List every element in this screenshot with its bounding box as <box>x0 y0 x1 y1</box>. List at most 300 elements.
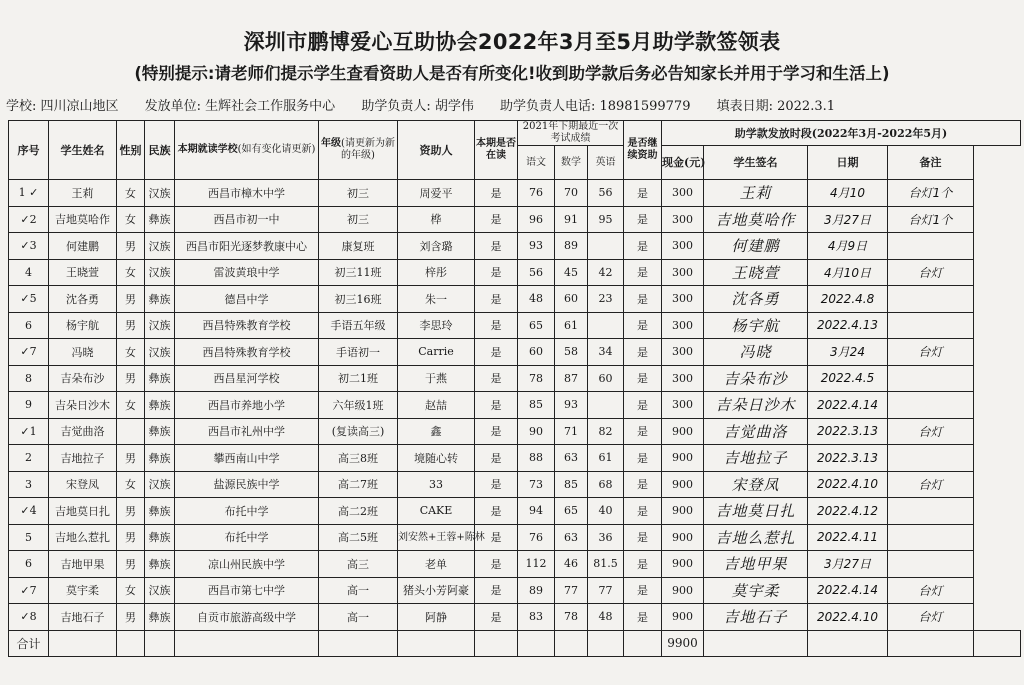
row-gender: 男 <box>117 604 145 631</box>
total-cash: 9900 <box>662 630 704 656</box>
row-student-name: 吉觉曲洛 <box>49 418 117 445</box>
row-school: 盐源民族中学 <box>175 471 319 498</box>
row-student-name: 何建鹏 <box>49 233 117 260</box>
row-ethnic: 彝族 <box>145 498 175 525</box>
row-seq: ✓4 <box>9 498 49 525</box>
row-remark: 台灯 <box>888 471 974 498</box>
row-date: 4月9日 <box>808 233 888 260</box>
row-enrolled: 是 <box>475 551 518 578</box>
row-remark: 台灯 <box>888 259 974 286</box>
row-continue: 是 <box>624 471 662 498</box>
row-sponsor: CAKE <box>398 498 475 525</box>
row-score-math: 71 <box>555 418 588 445</box>
col-date: 日期 <box>808 146 888 180</box>
row-enrolled: 是 <box>475 524 518 551</box>
row-ethnic: 彝族 <box>145 445 175 472</box>
row-score-math: 85 <box>555 471 588 498</box>
row-date: 2022.4.5 <box>808 365 888 392</box>
row-score-english: 95 <box>588 206 624 233</box>
row-cash: 300 <box>662 339 704 366</box>
row-grade: 六年级1班 <box>319 392 398 419</box>
row-ethnic: 彝族 <box>145 286 175 313</box>
row-signature: 吉地么惹扎 <box>704 524 808 551</box>
row-sponsor: 周爱平 <box>398 180 475 207</box>
row-sponsor: Carrie <box>398 339 475 366</box>
row-score-chinese: 48 <box>518 286 555 313</box>
row-remark <box>888 524 974 551</box>
row-continue: 是 <box>624 418 662 445</box>
row-signature: 吉地石子 <box>704 604 808 631</box>
row-date: 4月10日 <box>808 259 888 286</box>
row-remark: 台灯 <box>888 604 974 631</box>
table-row <box>9 604 1021 631</box>
row-cash: 900 <box>662 524 704 551</box>
row-signature: 吉朵布沙 <box>704 365 808 392</box>
row-sponsor: 于燕 <box>398 365 475 392</box>
table-row <box>9 180 1021 207</box>
row-cash: 300 <box>662 180 704 207</box>
col-english: 英语 <box>588 146 624 180</box>
row-signature: 莫宇柔 <box>704 577 808 604</box>
row-seq: 8 <box>9 365 49 392</box>
table-row <box>9 392 1021 419</box>
row-grade: 高二5班 <box>319 524 398 551</box>
row-continue: 是 <box>624 180 662 207</box>
row-remark <box>888 551 974 578</box>
table-row <box>9 233 1021 260</box>
row-cash: 300 <box>662 286 704 313</box>
row-grade: 高三8班 <box>319 445 398 472</box>
row-score-chinese: 76 <box>518 180 555 207</box>
col-name: 学生姓名 <box>49 121 117 180</box>
row-score-english: 61 <box>588 445 624 472</box>
col-continue: 是否继续资助 <box>624 121 662 180</box>
row-cash: 900 <box>662 471 704 498</box>
row-continue: 是 <box>624 206 662 233</box>
row-date: 4月10 <box>808 180 888 207</box>
fill-date: 填表日期: 2022.3.1 <box>716 99 836 114</box>
row-grade: 初三 <box>319 206 398 233</box>
row-enrolled: 是 <box>475 445 518 472</box>
row-student-name: 莫宇柔 <box>49 577 117 604</box>
row-ethnic: 彝族 <box>145 392 175 419</box>
row-enrolled: 是 <box>475 339 518 366</box>
row-score-math: 78 <box>555 604 588 631</box>
row-continue: 是 <box>624 365 662 392</box>
row-score-chinese: 112 <box>518 551 555 578</box>
row-grade: 初三 <box>319 180 398 207</box>
row-continue: 是 <box>624 498 662 525</box>
row-score-english: 56 <box>588 180 624 207</box>
row-enrolled: 是 <box>475 392 518 419</box>
row-score-english: 42 <box>588 259 624 286</box>
row-student-name: 吉地莫日扎 <box>49 498 117 525</box>
row-seq: 2 <box>9 445 49 472</box>
row-score-english: 48 <box>588 604 624 631</box>
row-seq: 9 <box>9 392 49 419</box>
row-seq: ✓7 <box>9 577 49 604</box>
row-date: 3月24 <box>808 339 888 366</box>
row-sponsor: 鑫 <box>398 418 475 445</box>
row-enrolled: 是 <box>475 604 518 631</box>
row-enrolled: 是 <box>475 418 518 445</box>
row-score-chinese: 85 <box>518 392 555 419</box>
row-gender: 女 <box>117 259 145 286</box>
row-date: 2022.4.8 <box>808 286 888 313</box>
row-sponsor: 刘含璐 <box>398 233 475 260</box>
table-row <box>9 498 1021 525</box>
row-cash: 900 <box>662 418 704 445</box>
issuing-unit: 发放单位: 生辉社会工作服务中心 <box>144 99 336 114</box>
row-remark: 台灯1个 <box>888 206 974 233</box>
table-row <box>9 312 1021 339</box>
row-student-name: 杨宇航 <box>49 312 117 339</box>
row-gender: 男 <box>117 524 145 551</box>
row-seq: 6 <box>9 551 49 578</box>
row-cash: 300 <box>662 365 704 392</box>
row-student-name: 宋登凤 <box>49 471 117 498</box>
row-ethnic: 汉族 <box>145 312 175 339</box>
table-row <box>9 339 1021 366</box>
row-seq: ✓3 <box>9 233 49 260</box>
row-enrolled: 是 <box>475 286 518 313</box>
row-ethnic: 彝族 <box>145 524 175 551</box>
row-student-name: 吉地甲果 <box>49 551 117 578</box>
col-disburse-group: 助学款发放时段(2022年3月-2022年5月) <box>662 121 1021 146</box>
col-enrolled: 本期是否在读 <box>475 121 518 180</box>
row-date: 2022.4.11 <box>808 524 888 551</box>
row-remark: 台灯 <box>888 577 974 604</box>
row-school: 布托中学 <box>175 498 319 525</box>
row-cash: 300 <box>662 206 704 233</box>
row-date: 2022.3.13 <box>808 418 888 445</box>
row-continue: 是 <box>624 524 662 551</box>
responsible-phone: 助学负责人电话: 18981599779 <box>499 99 691 114</box>
row-enrolled: 是 <box>475 180 518 207</box>
col-remark: 备注 <box>888 146 974 180</box>
row-cash: 900 <box>662 577 704 604</box>
row-signature: 冯晓 <box>704 339 808 366</box>
row-score-chinese: 76 <box>518 524 555 551</box>
row-remark <box>888 365 974 392</box>
row-seq: 1 ✓ <box>9 180 49 207</box>
row-remark: 台灯1个 <box>888 180 974 207</box>
row-grade: 手语五年级 <box>319 312 398 339</box>
row-cash: 900 <box>662 498 704 525</box>
row-ethnic: 彝族 <box>145 551 175 578</box>
row-gender: 女 <box>117 471 145 498</box>
row-score-chinese: 88 <box>518 445 555 472</box>
row-enrolled: 是 <box>475 206 518 233</box>
row-score-chinese: 96 <box>518 206 555 233</box>
row-student-name: 吉地拉子 <box>49 445 117 472</box>
responsible-person: 助学负责人: 胡学伟 <box>361 99 474 114</box>
row-remark <box>888 233 974 260</box>
special-notice: (特别提示:请老师们提示学生查看资助人是否有所变化!收到助学款后务必告知家长并用于学习和生活上) <box>134 64 890 83</box>
col-cash: 现金(元) <box>662 146 704 180</box>
row-seq: 5 <box>9 524 49 551</box>
col-ethnic: 民族 <box>145 121 175 180</box>
row-signature: 吉地拉子 <box>704 445 808 472</box>
col-grade: 年级(请更新为新的年级) <box>319 121 398 180</box>
row-score-english: 36 <box>588 524 624 551</box>
row-score-math: 87 <box>555 365 588 392</box>
col-exam-group: 2021年下期最近一次考试成绩 <box>518 121 624 146</box>
table-row <box>9 206 1021 233</box>
row-enrolled: 是 <box>475 577 518 604</box>
row-score-english: 82 <box>588 418 624 445</box>
row-score-chinese: 73 <box>518 471 555 498</box>
row-school: 西昌市第七中学 <box>175 577 319 604</box>
row-ethnic: 汉族 <box>145 339 175 366</box>
row-sponsor: 猪头小芳阿豪 <box>398 577 475 604</box>
row-date: 2022.4.13 <box>808 312 888 339</box>
row-score-chinese: 78 <box>518 365 555 392</box>
row-sponsor: 境随心转 <box>398 445 475 472</box>
row-date: 2022.4.14 <box>808 392 888 419</box>
row-date: 2022.4.14 <box>808 577 888 604</box>
row-remark: 台灯 <box>888 339 974 366</box>
col-sponsor: 资助人 <box>398 121 475 180</box>
table-body <box>9 180 1021 631</box>
row-student-name: 吉地莫哈作 <box>49 206 117 233</box>
row-date: 2022.4.12 <box>808 498 888 525</box>
row-date: 3月27日 <box>808 206 888 233</box>
row-student-name: 吉朵布沙 <box>49 365 117 392</box>
row-student-name: 王晓萱 <box>49 259 117 286</box>
col-seq: 序号 <box>9 121 49 180</box>
col-chinese: 语文 <box>518 146 555 180</box>
row-seq: ✓2 <box>9 206 49 233</box>
row-enrolled: 是 <box>475 233 518 260</box>
row-signature: 吉朵日沙木 <box>704 392 808 419</box>
row-school: 西昌市养地小学 <box>175 392 319 419</box>
row-score-math: 77 <box>555 577 588 604</box>
row-seq: 6 <box>9 312 49 339</box>
row-ethnic: 汉族 <box>145 233 175 260</box>
row-score-math: 93 <box>555 392 588 419</box>
row-score-english: 23 <box>588 286 624 313</box>
row-sponsor: 阿静 <box>398 604 475 631</box>
row-school: 西昌市樟木中学 <box>175 180 319 207</box>
row-gender: 女 <box>117 206 145 233</box>
row-grade: 高二2班 <box>319 498 398 525</box>
row-grade: 手语初一 <box>319 339 398 366</box>
total-label: 合计 <box>9 630 49 656</box>
row-continue: 是 <box>624 286 662 313</box>
row-sponsor: 老单 <box>398 551 475 578</box>
row-seq: ✓1 <box>9 418 49 445</box>
row-score-chinese: 94 <box>518 498 555 525</box>
row-gender: 男 <box>117 551 145 578</box>
row-enrolled: 是 <box>475 471 518 498</box>
row-ethnic: 彝族 <box>145 418 175 445</box>
row-cash: 900 <box>662 445 704 472</box>
row-student-name: 吉地石子 <box>49 604 117 631</box>
row-score-english: 34 <box>588 339 624 366</box>
row-signature: 吉地莫哈作 <box>704 206 808 233</box>
row-score-english <box>588 233 624 260</box>
row-date: 2022.4.10 <box>808 604 888 631</box>
row-grade: 初二1班 <box>319 365 398 392</box>
sign-table <box>8 120 1021 657</box>
row-score-chinese: 83 <box>518 604 555 631</box>
row-score-english: 77 <box>588 577 624 604</box>
row-gender: 女 <box>117 180 145 207</box>
row-signature: 吉觉曲洛 <box>704 418 808 445</box>
row-school: 西昌特殊教育学校 <box>175 312 319 339</box>
row-sponsor: 赵喆 <box>398 392 475 419</box>
row-school: 西昌市礼州中学 <box>175 418 319 445</box>
row-ethnic: 彝族 <box>145 604 175 631</box>
row-remark <box>888 498 974 525</box>
table-row <box>9 286 1021 313</box>
row-student-name: 吉朵日沙木 <box>49 392 117 419</box>
row-remark <box>888 312 974 339</box>
row-cash: 900 <box>662 604 704 631</box>
row-cash: 300 <box>662 312 704 339</box>
table-row <box>9 259 1021 286</box>
row-signature: 宋登凤 <box>704 471 808 498</box>
row-grade: (复读高三) <box>319 418 398 445</box>
table-row <box>9 418 1021 445</box>
row-score-math: 60 <box>555 286 588 313</box>
row-score-math: 65 <box>555 498 588 525</box>
row-gender: 女 <box>117 392 145 419</box>
row-seq: 4 <box>9 259 49 286</box>
row-sponsor: 李思玲 <box>398 312 475 339</box>
row-grade: 高三 <box>319 551 398 578</box>
row-school: 西昌特殊教育学校 <box>175 339 319 366</box>
row-score-math: 70 <box>555 180 588 207</box>
row-school: 凉山州民族中学 <box>175 551 319 578</box>
row-signature: 杨宇航 <box>704 312 808 339</box>
row-school: 西昌市初一中 <box>175 206 319 233</box>
row-gender: 男 <box>117 286 145 313</box>
row-score-math: 45 <box>555 259 588 286</box>
table-row <box>9 577 1021 604</box>
col-signature: 学生签名 <box>704 146 808 180</box>
row-score-chinese: 93 <box>518 233 555 260</box>
row-gender <box>117 418 145 445</box>
row-seq: ✓8 <box>9 604 49 631</box>
row-gender: 男 <box>117 445 145 472</box>
row-score-english: 81.5 <box>588 551 624 578</box>
row-score-math: 46 <box>555 551 588 578</box>
row-continue: 是 <box>624 233 662 260</box>
row-cash: 300 <box>662 392 704 419</box>
row-signature: 吉地莫日扎 <box>704 498 808 525</box>
row-score-math: 91 <box>555 206 588 233</box>
row-continue: 是 <box>624 312 662 339</box>
row-score-chinese: 90 <box>518 418 555 445</box>
row-signature: 沈各勇 <box>704 286 808 313</box>
row-score-chinese: 60 <box>518 339 555 366</box>
table-row <box>9 471 1021 498</box>
row-continue: 是 <box>624 445 662 472</box>
row-gender: 男 <box>117 233 145 260</box>
row-sponsor: 刘安然+王蓉+陈林 <box>398 524 475 551</box>
row-continue: 是 <box>624 577 662 604</box>
table-row <box>9 365 1021 392</box>
row-gender: 女 <box>117 577 145 604</box>
row-date: 2022.3.13 <box>808 445 888 472</box>
row-score-chinese: 56 <box>518 259 555 286</box>
row-cash: 900 <box>662 551 704 578</box>
row-score-math: 58 <box>555 339 588 366</box>
row-date: 2022.4.10 <box>808 471 888 498</box>
row-grade: 康复班 <box>319 233 398 260</box>
row-school: 德昌中学 <box>175 286 319 313</box>
row-remark <box>888 392 974 419</box>
row-continue: 是 <box>624 339 662 366</box>
row-sponsor: 梓彤 <box>398 259 475 286</box>
row-enrolled: 是 <box>475 498 518 525</box>
row-ethnic: 彝族 <box>145 365 175 392</box>
row-student-name: 王莉 <box>49 180 117 207</box>
row-remark <box>888 445 974 472</box>
row-score-english: 40 <box>588 498 624 525</box>
row-school: 自贡市旅游高级中学 <box>175 604 319 631</box>
row-gender: 男 <box>117 312 145 339</box>
row-seq: 3 <box>9 471 49 498</box>
row-gender: 男 <box>117 365 145 392</box>
row-signature: 王晓萱 <box>704 259 808 286</box>
school-region: 学校: 四川凉山地区 <box>6 99 119 114</box>
row-score-chinese: 65 <box>518 312 555 339</box>
row-ethnic: 汉族 <box>145 180 175 207</box>
row-enrolled: 是 <box>475 259 518 286</box>
row-continue: 是 <box>624 551 662 578</box>
row-sponsor: 朱一 <box>398 286 475 313</box>
row-school: 西昌星河学校 <box>175 365 319 392</box>
row-remark: 台灯 <box>888 418 974 445</box>
row-ethnic: 汉族 <box>145 259 175 286</box>
row-ethnic: 彝族 <box>145 206 175 233</box>
row-ethnic: 汉族 <box>145 471 175 498</box>
row-school: 西昌市阳光逐梦教康中心 <box>175 233 319 260</box>
table-row <box>9 524 1021 551</box>
info-line <box>6 95 1020 114</box>
row-cash: 300 <box>662 259 704 286</box>
row-gender: 男 <box>117 498 145 525</box>
table-row <box>9 551 1021 578</box>
row-score-english <box>588 392 624 419</box>
row-school: 攀西南山中学 <box>175 445 319 472</box>
row-seq: ✓7 <box>9 339 49 366</box>
row-signature: 何建鹏 <box>704 233 808 260</box>
row-grade: 高二7班 <box>319 471 398 498</box>
row-score-math: 63 <box>555 524 588 551</box>
row-continue: 是 <box>624 392 662 419</box>
row-ethnic: 汉族 <box>145 577 175 604</box>
row-seq: ✓5 <box>9 286 49 313</box>
row-grade: 初三11班 <box>319 259 398 286</box>
col-school: 本期就读学校(如有变化请更新) <box>175 121 319 180</box>
table-row <box>9 445 1021 472</box>
row-score-math: 63 <box>555 445 588 472</box>
row-continue: 是 <box>624 604 662 631</box>
col-math: 数学 <box>555 146 588 180</box>
row-grade: 高一 <box>319 604 398 631</box>
row-enrolled: 是 <box>475 365 518 392</box>
row-signature: 王莉 <box>704 180 808 207</box>
row-score-math: 89 <box>555 233 588 260</box>
row-score-chinese: 89 <box>518 577 555 604</box>
row-enrolled: 是 <box>475 312 518 339</box>
sheet-title: 深圳市鹏博爱心互助协会2022年3月至5月助学款签领表 <box>243 30 781 54</box>
row-student-name: 冯晓 <box>49 339 117 366</box>
